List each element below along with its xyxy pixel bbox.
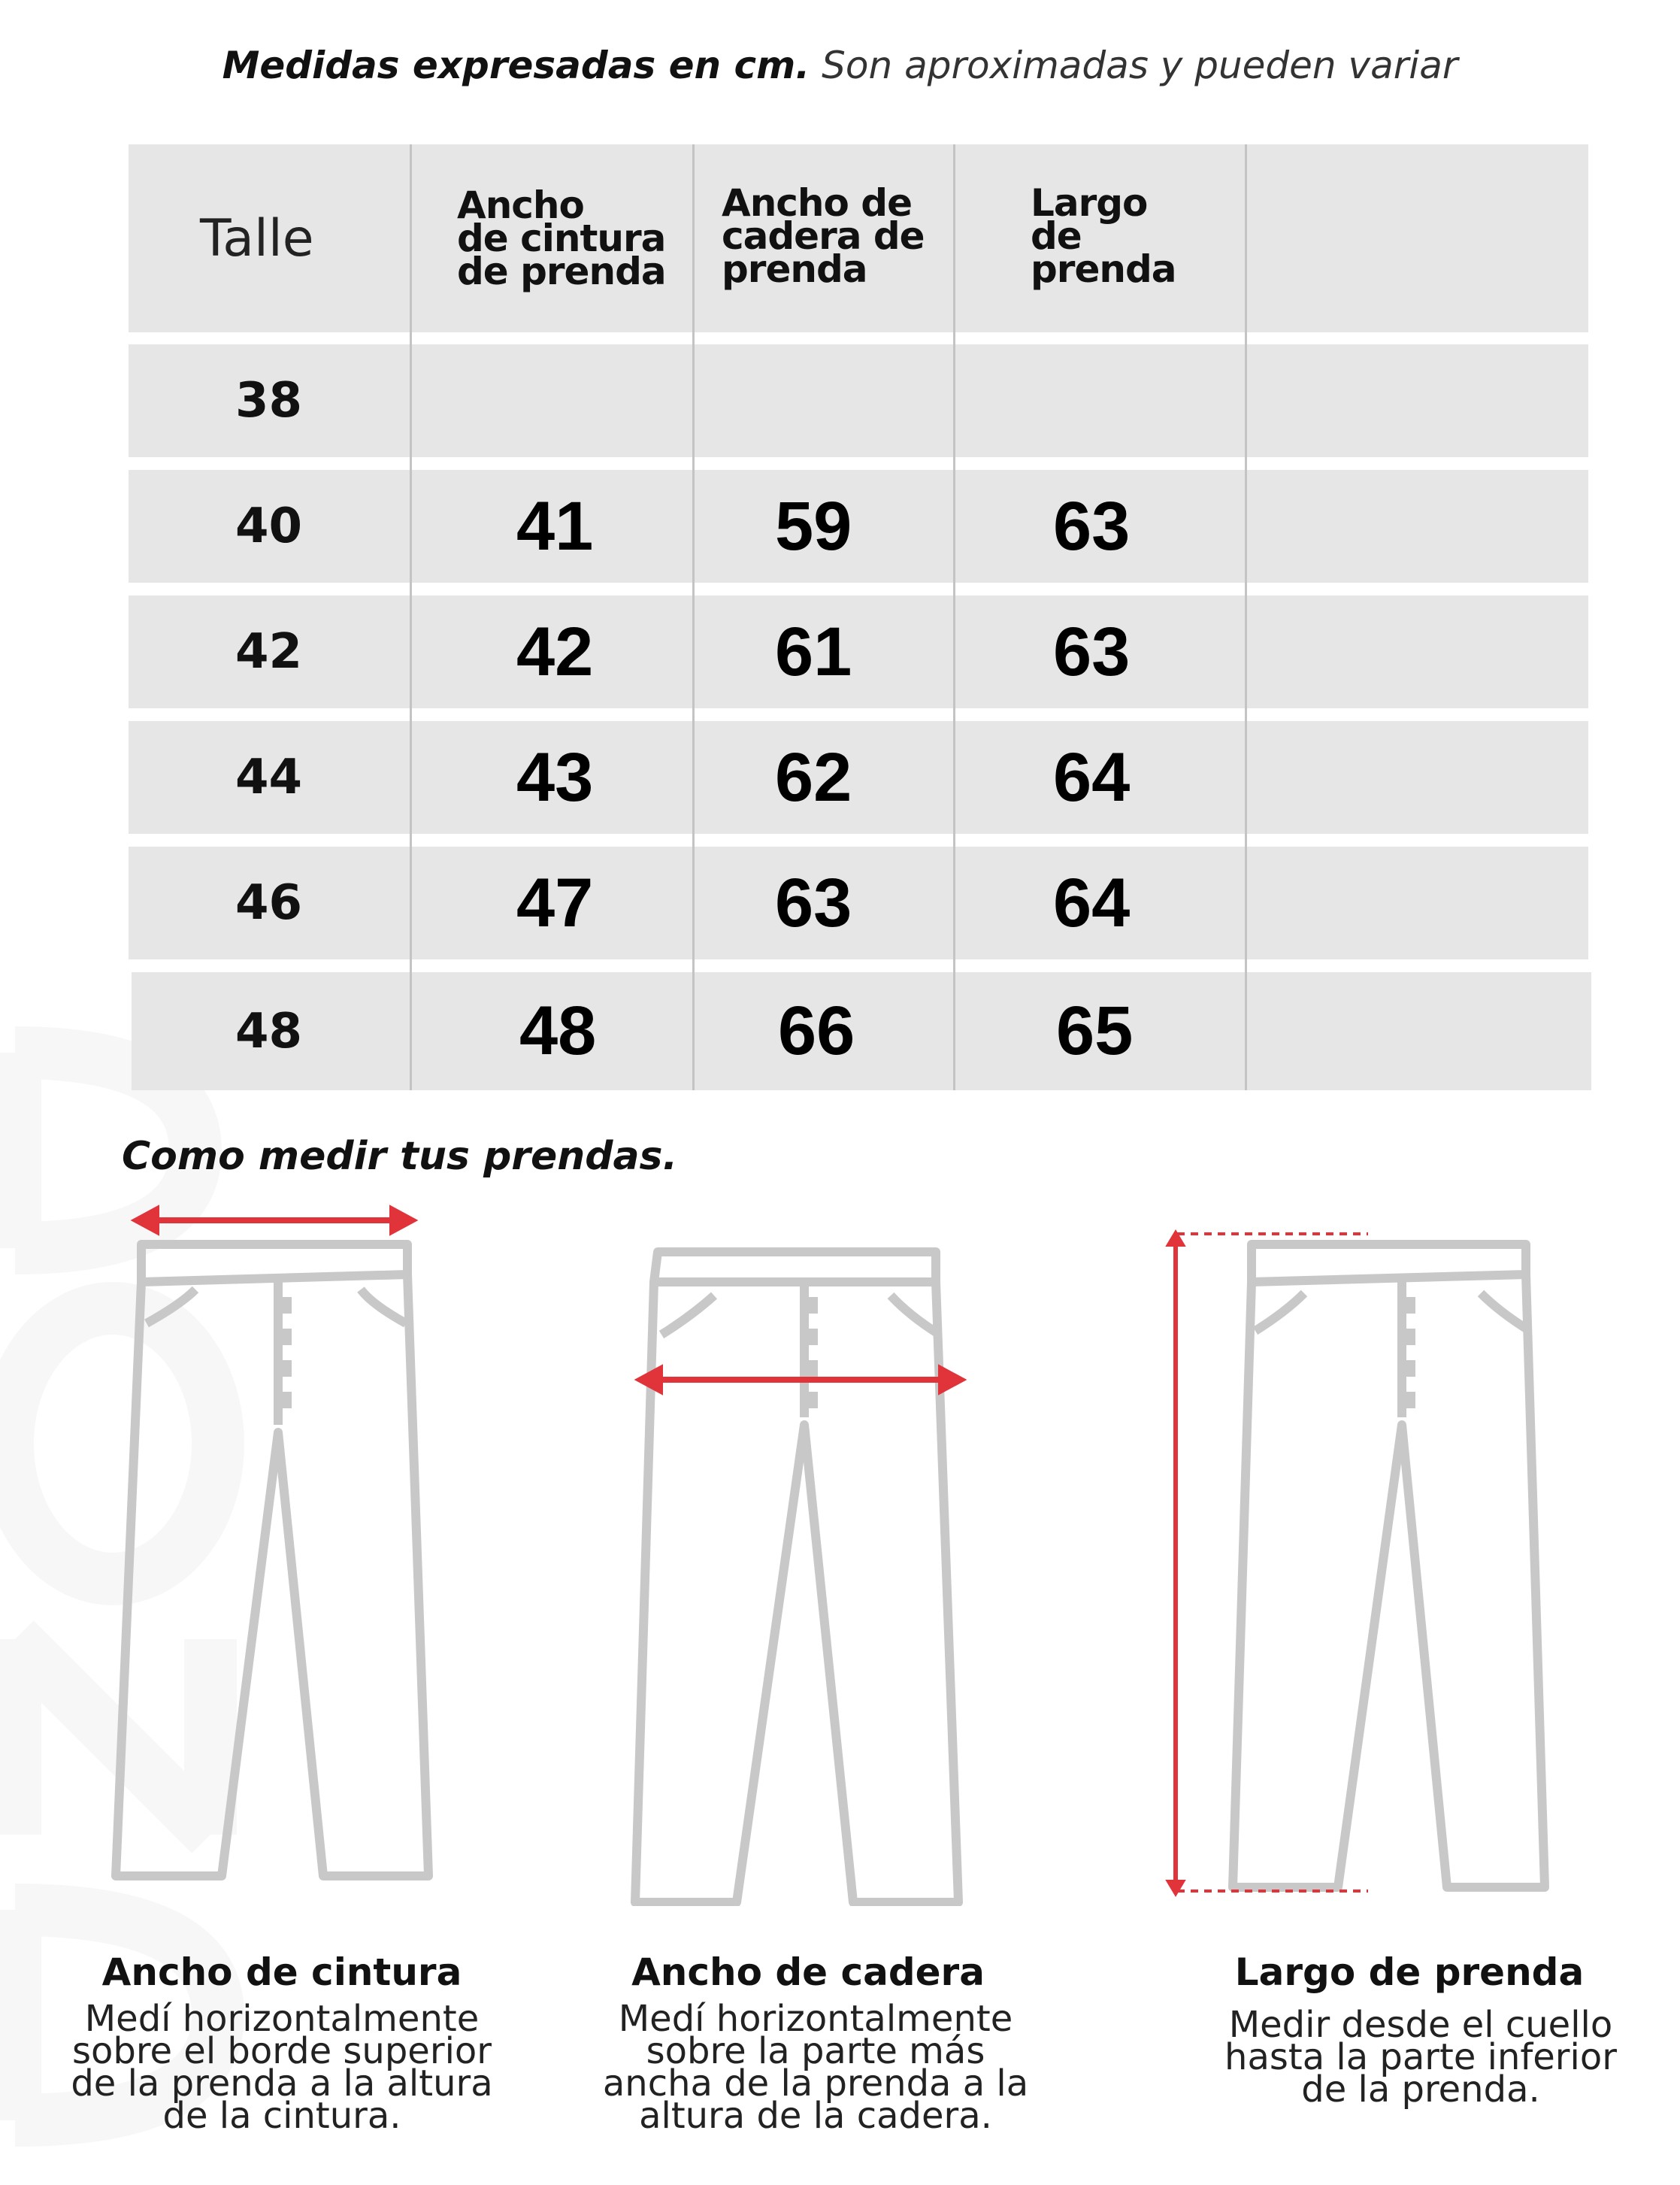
cadera-value: 59 bbox=[775, 487, 852, 565]
waist-caption-title: Ancho de cintura bbox=[101, 1950, 462, 1994]
cadera-value: 62 bbox=[775, 738, 852, 816]
header-talle bbox=[200, 144, 314, 332]
talle-value: 42 bbox=[235, 624, 303, 680]
cintura-value: 48 bbox=[519, 992, 597, 1069]
largo-value: 64 bbox=[1053, 738, 1131, 816]
cadera-value: 63 bbox=[775, 864, 852, 941]
row-largo bbox=[1053, 470, 1130, 583]
row-cintura bbox=[516, 470, 593, 583]
cadera-value: 66 bbox=[778, 992, 855, 1069]
header-largo-label: Largo de prenda bbox=[1031, 181, 1176, 291]
row-largo bbox=[1053, 595, 1130, 708]
header-note: Son aproximadas y pueden variar bbox=[822, 44, 1458, 87]
largo-value: 65 bbox=[1056, 992, 1134, 1069]
row-talle bbox=[235, 595, 302, 708]
row-cadera bbox=[778, 972, 855, 1090]
header-cintura bbox=[457, 144, 666, 332]
header-cintura-label: Ancho de cintura de prenda bbox=[457, 183, 666, 293]
row-cadera bbox=[775, 847, 852, 959]
page-header bbox=[0, 44, 1680, 87]
size-table bbox=[129, 144, 1588, 1090]
talle-value: 46 bbox=[235, 875, 303, 931]
row-talle bbox=[235, 847, 302, 959]
table-row bbox=[129, 721, 1588, 834]
row-cintura bbox=[516, 847, 593, 959]
header-bold: Medidas expresadas en cm. bbox=[222, 44, 810, 87]
length-caption-title: Largo de prenda bbox=[1234, 1950, 1585, 1994]
cintura-value: 43 bbox=[516, 738, 594, 816]
pants-waist-diagram bbox=[98, 1199, 451, 1906]
how-to-title: Como medir tus prendas. bbox=[122, 1134, 678, 1179]
table-row bbox=[129, 470, 1588, 583]
pants-hip-diagram bbox=[624, 1199, 977, 1906]
header-cadera bbox=[722, 144, 925, 291]
largo-value: 63 bbox=[1053, 613, 1131, 690]
row-cintura bbox=[519, 972, 596, 1090]
length-caption-text: Medir desde el cuello hasta la parte inferior de la prenda. bbox=[1224, 2004, 1617, 2111]
cintura-value: 47 bbox=[516, 864, 594, 941]
row-talle bbox=[235, 344, 302, 457]
row-talle bbox=[235, 972, 302, 1090]
row-talle bbox=[235, 721, 302, 834]
header-cadera-label: Ancho de cadera de prenda bbox=[722, 181, 925, 291]
table-row bbox=[132, 972, 1591, 1090]
row-talle bbox=[235, 470, 302, 583]
row-cintura bbox=[516, 721, 593, 834]
row-cadera bbox=[775, 595, 852, 708]
row-largo bbox=[1053, 721, 1130, 834]
column-divider bbox=[1245, 144, 1247, 1090]
row-largo bbox=[1053, 847, 1130, 959]
talle-value: 44 bbox=[235, 750, 303, 805]
largo-value: 64 bbox=[1053, 864, 1131, 941]
waist-caption-text: Medí horizontalmente sobre el borde superior de la prenda a la altura de la cintura. bbox=[71, 1998, 493, 2137]
row-cintura bbox=[516, 595, 593, 708]
header-talle-label: Talle bbox=[200, 208, 314, 268]
row-cadera bbox=[775, 721, 852, 834]
column-divider bbox=[410, 144, 412, 1090]
cintura-value: 42 bbox=[516, 613, 594, 690]
pants-length-diagram bbox=[1150, 1199, 1571, 1906]
talle-value: 38 bbox=[235, 373, 303, 429]
talle-value: 48 bbox=[235, 1003, 303, 1059]
largo-value: 63 bbox=[1053, 487, 1131, 565]
talle-value: 40 bbox=[235, 499, 303, 554]
table-row bbox=[129, 595, 1588, 708]
table-row bbox=[129, 847, 1588, 959]
table-header-row bbox=[129, 144, 1588, 332]
hip-caption-text: Medí horizontalmente sobre la parte más ancha de la prenda a la altura de la cadera. bbox=[602, 1998, 1029, 2137]
column-divider bbox=[953, 144, 955, 1090]
row-largo bbox=[1056, 972, 1133, 1090]
cintura-value: 41 bbox=[516, 487, 594, 565]
cadera-value: 61 bbox=[775, 613, 852, 690]
table-row bbox=[129, 344, 1588, 457]
row-cadera bbox=[775, 470, 852, 583]
hip-caption-title: Ancho de cadera bbox=[631, 1950, 985, 1994]
column-divider bbox=[692, 144, 695, 1090]
header-largo bbox=[1031, 144, 1176, 291]
